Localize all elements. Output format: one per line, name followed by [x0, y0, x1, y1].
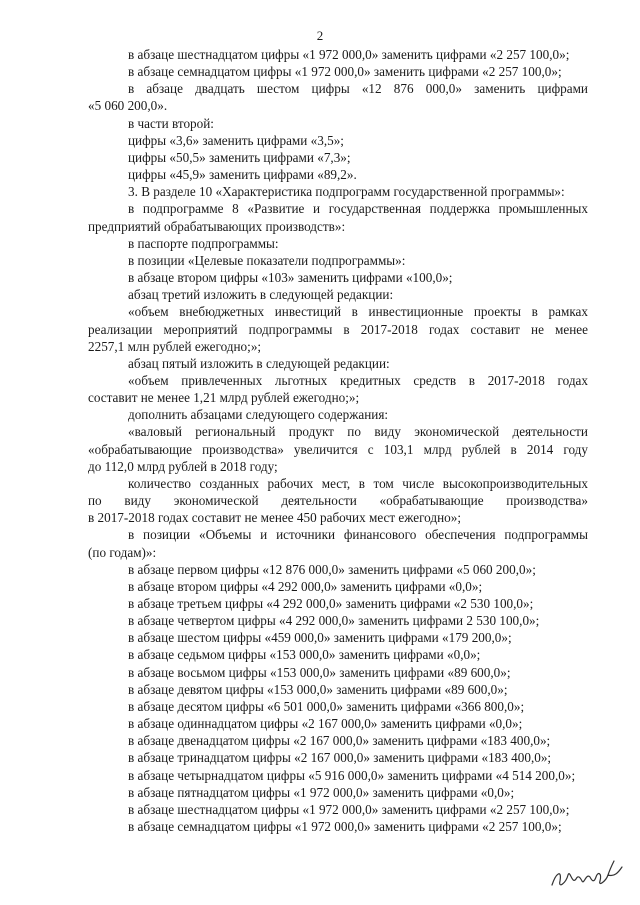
text-line: «обрабатывающие производства» увеличится с 103,1 млрд рублей в 2014 году — [88, 441, 588, 457]
text-line: в абзаце пятнадцатом цифры «1 972 000,0» заменить цифрами «0,0»; — [128, 784, 515, 800]
text-line: в абзаце шестом цифры «459 000,0» заменить цифрами «179 200,0»; — [128, 630, 512, 646]
text-line: «валовый региональный продукт по виду экономической деятельности — [128, 424, 588, 440]
text-line: в абзаце двенадцатом цифры «2 167 000,0» заменить цифрами «183 400,0»; — [128, 733, 551, 749]
text-line: по виду экономической деятельности «обрабатывающие производства» — [88, 493, 588, 509]
text-line: цифры «45,9» заменить цифрами «89,2». — [128, 167, 357, 183]
text-line: составит не менее 1,21 млрд рублей ежегодно;»; — [88, 390, 360, 406]
text-line: до 112,0 млрд рублей в 2018 году; — [88, 458, 278, 474]
text-line: «объем привлеченных льготных кредитных средств в 2017-2018 годах — [128, 372, 588, 388]
text-line: абзац пятый изложить в следующей редакции: — [128, 355, 390, 371]
text-line: в позиции «Объемы и источники финансового обеспечения подпрограммы — [128, 527, 588, 543]
text-line: в абзаце четырнадцатом цифры «5 916 000,0» заменить цифрами «4 514 200,0»; — [128, 767, 576, 783]
text-line: в абзаце втором цифры «4 292 000,0» заменить цифрами «0,0»; — [128, 578, 483, 594]
text-line: 3. В разделе 10 «Характеристика подпрограмм государственной программы»: — [128, 184, 565, 200]
document-body — [88, 46, 588, 835]
text-line: в подпрограмме 8 «Развитие и государственная поддержка промышленных — [128, 201, 588, 217]
text-line: (по годам)»: — [88, 544, 157, 560]
text-line: в абзаце одиннадцатом цифры «2 167 000,0» заменить цифрами «0,0»; — [128, 716, 523, 732]
text-line: в части второй: — [128, 115, 214, 131]
text-line: в позиции «Целевые показатели подпрограммы»: — [128, 252, 406, 268]
text-line: в абзаце восьмом цифры «153 000,0» заменить цифрами «89 600,0»; — [128, 664, 511, 680]
text-line: в паспорте подпрограммы: — [128, 235, 279, 251]
text-line: количество созданных рабочих мест, в том числе высокопроизводительных — [128, 475, 588, 491]
text-line: «5 060 200,0». — [88, 98, 168, 114]
text-line: в абзаце десятом цифры «6 501 000,0» заменить цифрами «366 800,0»; — [128, 698, 525, 714]
text-line: «объем внебюджетных инвестиций в инвестиционные проекты в рамках — [128, 304, 588, 320]
text-line: в абзаце шестнадцатом цифры «1 972 000,0» заменить цифрами «2 257 100,0»; — [128, 47, 570, 62]
text-line: дополнить абзацами следующего содержания: — [128, 407, 389, 423]
text-line: реализации мероприятий подпрограммы в 2017-2018 годах составит не менее — [88, 321, 588, 337]
text-line: в абзаце двадцать шестом цифры «12 876 000,0» заменить цифрами — [128, 81, 588, 97]
text-line: в абзаце семнадцатом цифры «1 972 000,0» заменить цифрами «2 257 100,0»; — [128, 64, 562, 80]
text-line: в 2017-2018 годах составит не менее 450 рабочих мест ежегодно»; — [88, 510, 461, 526]
text-line: в абзаце четвертом цифры «4 292 000,0» заменить цифрами 2 530 100,0»; — [128, 613, 540, 629]
text-line: в абзаце девятом цифры «153 000,0» заменить цифрами «89 600,0»; — [128, 681, 508, 697]
text-line: в абзаце втором цифры «103» заменить цифрами «100,0»; — [128, 270, 453, 286]
page-number: 2 — [316, 28, 324, 43]
text-line: в абзаце тринадцатом цифры «2 167 000,0» заменить цифрами «183 400,0»; — [128, 750, 552, 766]
text-line: в абзаце шестнадцатом цифры «1 972 000,0» заменить цифрами «2 257 100,0»; — [128, 801, 570, 817]
text-line: в абзаце первом цифры «12 876 000,0» заменить цифрами «5 060 200,0»; — [128, 561, 536, 577]
signature-mark — [548, 855, 628, 895]
text-line: 2257,1 млн рублей ежегодно;»; — [88, 338, 262, 354]
text-line: предприятий обрабатывающих производств»: — [88, 218, 346, 234]
text-line: в абзаце третьем цифры «4 292 000,0» заменить цифрами «2 530 100,0»; — [128, 596, 534, 611]
text-line: в абзаце семнадцатом цифры «1 972 000,0» заменить цифрами «2 257 100,0»; — [128, 819, 562, 835]
text-line: цифры «3,6» заменить цифрами «3,5»; — [128, 132, 344, 148]
text-line: абзац третий изложить в следующей редакции: — [128, 287, 394, 303]
text-line: в абзаце седьмом цифры «153 000,0» заменить цифрами «0,0»; — [128, 647, 481, 663]
text-line: цифры «50,5» заменить цифрами «7,3»; — [128, 149, 351, 165]
